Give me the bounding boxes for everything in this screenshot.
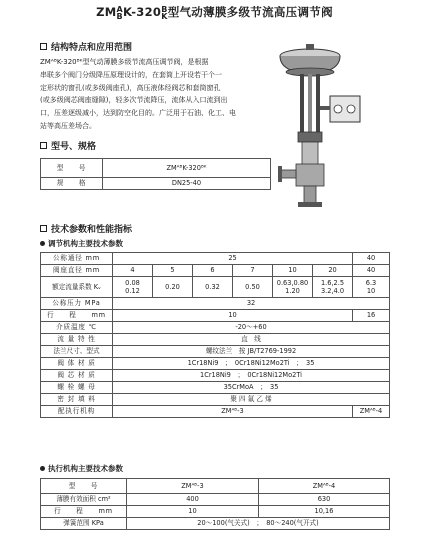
table-cell: ZMᴬᴮ-3: [113, 406, 353, 418]
intro-line: 站等高压差场合。: [40, 121, 96, 130]
table-cell: 弹簧范围 KPa: [41, 518, 127, 530]
table-cell: 直 线: [113, 334, 390, 346]
table-cell: 40: [353, 265, 390, 277]
table-cell: ZMᴬᴮK-320ᴮᴷ: [103, 159, 271, 178]
intro-line: 串联多个阀门分级降压原理设计的，在套筒上开设若干个一: [40, 70, 222, 79]
table-row: [41, 518, 390, 530]
table-cell: 10: [273, 265, 313, 277]
table-cell: ZMᴬᴮ-4: [259, 479, 390, 494]
subsection-title: 执行机构主要技术参数: [48, 464, 123, 473]
subsection-regulator-heading: [40, 238, 123, 249]
table-cell: 流 量 特 性: [41, 334, 113, 346]
intro-line: 口，压差逐级减小，达到防空化目的。广泛用于石油、化工、电: [40, 109, 236, 118]
actuator-params-table: [40, 478, 390, 530]
table-cell: 配执行机构: [41, 406, 113, 418]
table-row: [41, 310, 390, 322]
section-title: 结构特点和应用范围: [51, 43, 133, 53]
section-tech-heading: [40, 222, 132, 235]
table-cell: 10: [113, 310, 353, 322]
table-cell: 公称通径 mm: [41, 253, 113, 265]
table-row: [41, 479, 390, 494]
table-cell: 规 格: [41, 178, 103, 190]
table-cell: 介质温度 ℃: [41, 322, 113, 334]
table-cell: ZMᴬᴮ-4: [353, 406, 390, 418]
subsection-title: 调节机构主要技术参数: [48, 239, 123, 248]
table-row: [41, 382, 390, 394]
table-cell: 16: [353, 310, 390, 322]
table-cell: 20: [313, 265, 353, 277]
table-cell: 7: [233, 265, 273, 277]
table-row: [41, 506, 390, 518]
table-cell: 0.63,0.80 1.20: [273, 277, 313, 298]
table-cell: 1.6,2.5 3.2,4.0: [313, 277, 353, 298]
table-cell: 聚 四 氟 乙 烯: [113, 394, 390, 406]
table-cell: 32: [113, 298, 390, 310]
table-row: [41, 265, 390, 277]
table-row: [41, 159, 271, 178]
table-cell: 1Cr18Ni9 ； 0Cr18Ni12Mo2Ti ； 35: [113, 358, 390, 370]
table-cell: 10,16: [259, 506, 390, 518]
table-cell: 薄膜有效面积 cm²: [41, 494, 127, 506]
intro-paragraph: [40, 56, 268, 133]
table-cell: 密 封 填 料: [41, 394, 113, 406]
valve-illustration: [278, 44, 378, 214]
table-cell: 0.20: [153, 277, 193, 298]
table-row: [41, 277, 390, 298]
page-title: ZM A B K-320 B K 型气动薄膜多级节流高压调节阀: [96, 4, 333, 21]
table-row: [41, 178, 271, 190]
table-cell: 额定流量系数 Kᵥ: [41, 277, 113, 298]
table-cell: 阀 芯 材 质: [41, 370, 113, 382]
table-row: [41, 406, 390, 418]
table-cell: ZMᴬᴮ-3: [127, 479, 259, 494]
section-model-heading: [40, 139, 96, 152]
table-row: [41, 346, 390, 358]
subsection-actuator-heading: [40, 463, 123, 474]
table-cell: 0.32: [193, 277, 233, 298]
table-cell: 阀座直径 mm: [41, 265, 113, 277]
table-cell: 4: [113, 265, 153, 277]
table-cell: 螺 栓 螺 母: [41, 382, 113, 394]
table-cell: DN25-40: [103, 178, 271, 190]
model-spec-table: [40, 158, 271, 190]
table-row: [41, 334, 390, 346]
table-cell: 40: [353, 253, 390, 265]
table-row: [41, 253, 390, 265]
table-row: [41, 322, 390, 334]
table-cell: 6.3 10: [353, 277, 390, 298]
table-row: [41, 370, 390, 382]
intro-line: ZMᴬᴮK-320ᴮᴷ型气动薄膜多级节流高压调节阀，是根据: [40, 58, 209, 66]
square-bullet-icon: [40, 225, 47, 232]
table-cell: 6: [193, 265, 233, 277]
table-cell: -20～+60: [113, 322, 390, 334]
table-cell: 公称压力 MPa: [41, 298, 113, 310]
table-cell: 25: [113, 253, 353, 265]
table-cell: 行 程 mm: [41, 310, 113, 322]
section-title: 型号、规格: [51, 142, 97, 152]
bullet-dot-icon: [40, 241, 45, 246]
table-cell: 5: [153, 265, 193, 277]
intro-line: 定形状的窗孔(或多级阀座孔)，高压液体经阀芯和套筒窗孔: [40, 83, 221, 92]
table-cell: 螺纹法兰 按 JB/T2769-1992: [113, 346, 390, 358]
bullet-dot-icon: [40, 466, 45, 471]
section-title: 技术参数和性能指标: [51, 225, 133, 235]
section-structure-heading: [40, 40, 132, 53]
table-cell: 630: [259, 494, 390, 506]
intro-line: (或多级阀芯阀座缝隙)，轻多次节流降压，流体从入口流到出: [40, 96, 228, 105]
table-cell: 0.08 0.12: [113, 277, 153, 298]
square-bullet-icon: [40, 142, 47, 149]
table-cell: 行 程 mm: [41, 506, 127, 518]
square-bullet-icon: [40, 43, 47, 50]
regulator-params-table: [40, 252, 390, 418]
table-cell: 0.50: [233, 277, 273, 298]
table-row: [41, 358, 390, 370]
table-cell: 20～100(气关式) ； 80～240(气开式): [127, 518, 390, 530]
table-cell: 法兰尺寸、型式: [41, 346, 113, 358]
table-cell: 10: [127, 506, 259, 518]
table-cell: 型 号: [41, 159, 103, 178]
table-cell: 阀 体 材 质: [41, 358, 113, 370]
table-row: [41, 494, 390, 506]
table-cell: 1Cr18Ni9 ； 0Cr18Ni12Mo2Ti: [113, 370, 390, 382]
table-row: [41, 298, 390, 310]
table-cell: 35CrMoA ； 35: [113, 382, 390, 394]
table-cell: 型 号: [41, 479, 127, 494]
table-cell: 400: [127, 494, 259, 506]
table-row: [41, 394, 390, 406]
